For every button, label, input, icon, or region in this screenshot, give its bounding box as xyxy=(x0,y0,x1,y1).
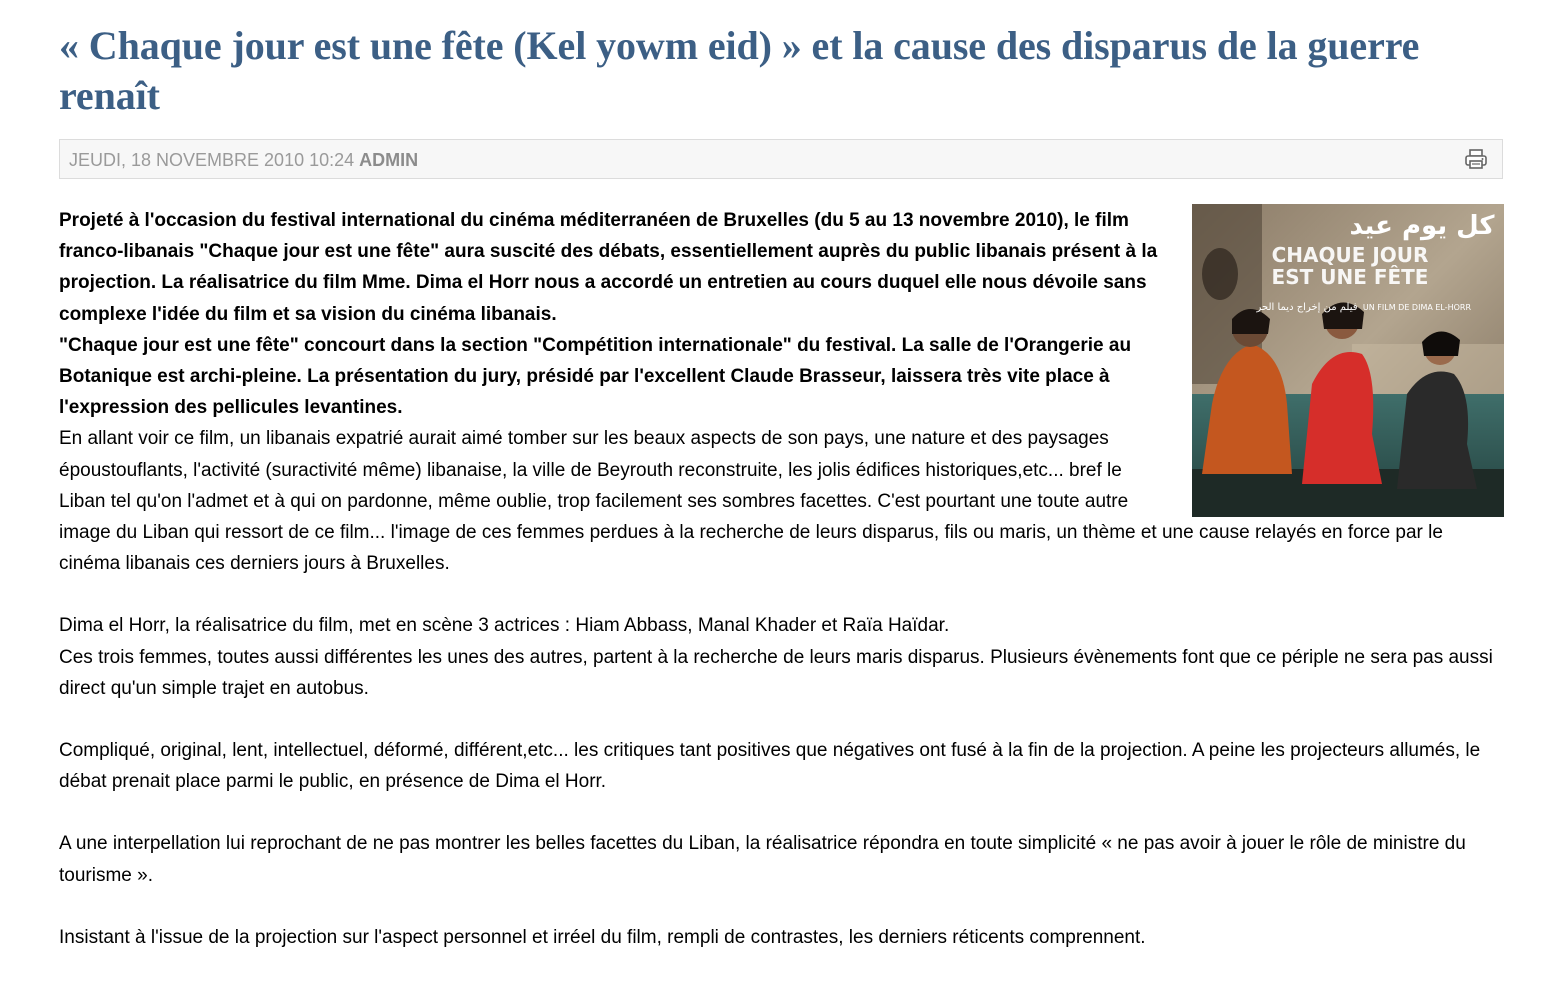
article-body xyxy=(59,205,1505,953)
poster-arabic-credit: فيلم من إخراج ديما الحر xyxy=(1256,302,1358,313)
intro-paragraph-2: "Chaque jour est une fête" concourt dans la section "Compétition internationale" du festival. La salle de l'Orangerie au Botanique est archi-pleine. La présentation du jury, présidé par l'excellent Claude Brasseur, laissera très vite place à l'expression des pellicules levantines. xyxy=(59,334,1132,419)
article-author: ADMIN xyxy=(359,150,419,170)
article-title: « Chaque jour est une fête (Kel yowm eid) » et la cause des disparus de la guerre renaît xyxy=(59,23,1420,118)
paragraph-spacer xyxy=(59,704,1505,735)
article-meta-bar xyxy=(59,139,1503,179)
body-paragraph-5: A une interpellation lui reprochant de ne pas montrer les belles facettes du Liban, la réalisatrice répondra en toute simplicité « ne pas avoir à jouer le rôle de ministre du tourisme ». xyxy=(59,833,1466,886)
poster-credit: UN FILM DE DIMA EL-HORR xyxy=(1362,303,1472,312)
poster-spacer xyxy=(1165,205,1505,517)
body-paragraph-6: Insistant à l'issue de la projection sur l'aspect personnel et irréel du film, rempli de contrastes, les derniers réticents comprennent. xyxy=(59,926,1146,948)
article-meta xyxy=(69,150,418,170)
print-icon[interactable] xyxy=(1464,148,1488,170)
poster-arabic-title: كل يوم عيد xyxy=(1349,211,1495,241)
poster-title-line1: CHAQUE JOUR xyxy=(1271,243,1429,267)
body-paragraph-2: Dima el Horr, la réalisatrice du film, met en scène 3 actrices : Hiam Abbass, Manal Khader et Raïa Haïdar. xyxy=(59,615,950,637)
intro-paragraph-1: Projeté à l'occasion du festival international du cinéma méditerranéen de Bruxelles (du 5 au 13 novembre 2010), le film franco-libanais "Chaque jour est une fête" aura suscité des débats, essentiellement auprès du public libanais présent à la projection. La réalisatrice du film Mme. Dima el Horr nous a accordé un entretien au cours duquel elle nous dévoile sans complexe l'idée du film et sa vision du cinéma libanais. xyxy=(59,210,1158,325)
body-paragraph-1: En allant voir ce film, un libanais expatrié aurait aimé tomber sur les beaux aspects de son pays, une nature et des paysages époustouflants, l'activité (suractivité même) libanaise, la ville de Beyrouth reconstruite, les jolis édifices historiques,etc... bref le Liban tel qu'on l'admet et à qui on pardonne, même oublie, trop facilement ses sombres facettes. C'est pourtant une toute autre image du Liban qui ressort de ce film... l'image de ces femmes perdues à la recherche de leurs disparus, fils ou maris, un thème et une cause relayés en force par le cinéma libanais ces derniers jours à Bruxelles. xyxy=(59,428,1443,575)
paragraph-spacer xyxy=(59,891,1505,922)
article-date: JEUDI, 18 NOVEMBRE 2010 10:24 xyxy=(69,150,355,170)
paragraph-spacer xyxy=(59,797,1505,828)
article xyxy=(59,0,1505,948)
body-paragraph-3: Ces trois femmes, toutes aussi différentes les unes des autres, partent à la recherche de leurs maris disparus. Plusieurs évènements font que ce périple ne sera pas aussi direct qu'un simple trajet en autobus. xyxy=(59,646,1493,699)
body-paragraph-4: Compliqué, original, lent, intellectuel, déformé, différent,etc... les critiques tant positives que négatives ont fusé à la fin de la projection. A peine les projecteurs allumés, le débat prenait place parmi le public, en présence de Dima el Horr. xyxy=(59,740,1481,793)
poster-title-line2: EST UNE FÊTE xyxy=(1271,265,1429,289)
paragraph-spacer xyxy=(59,579,1505,610)
